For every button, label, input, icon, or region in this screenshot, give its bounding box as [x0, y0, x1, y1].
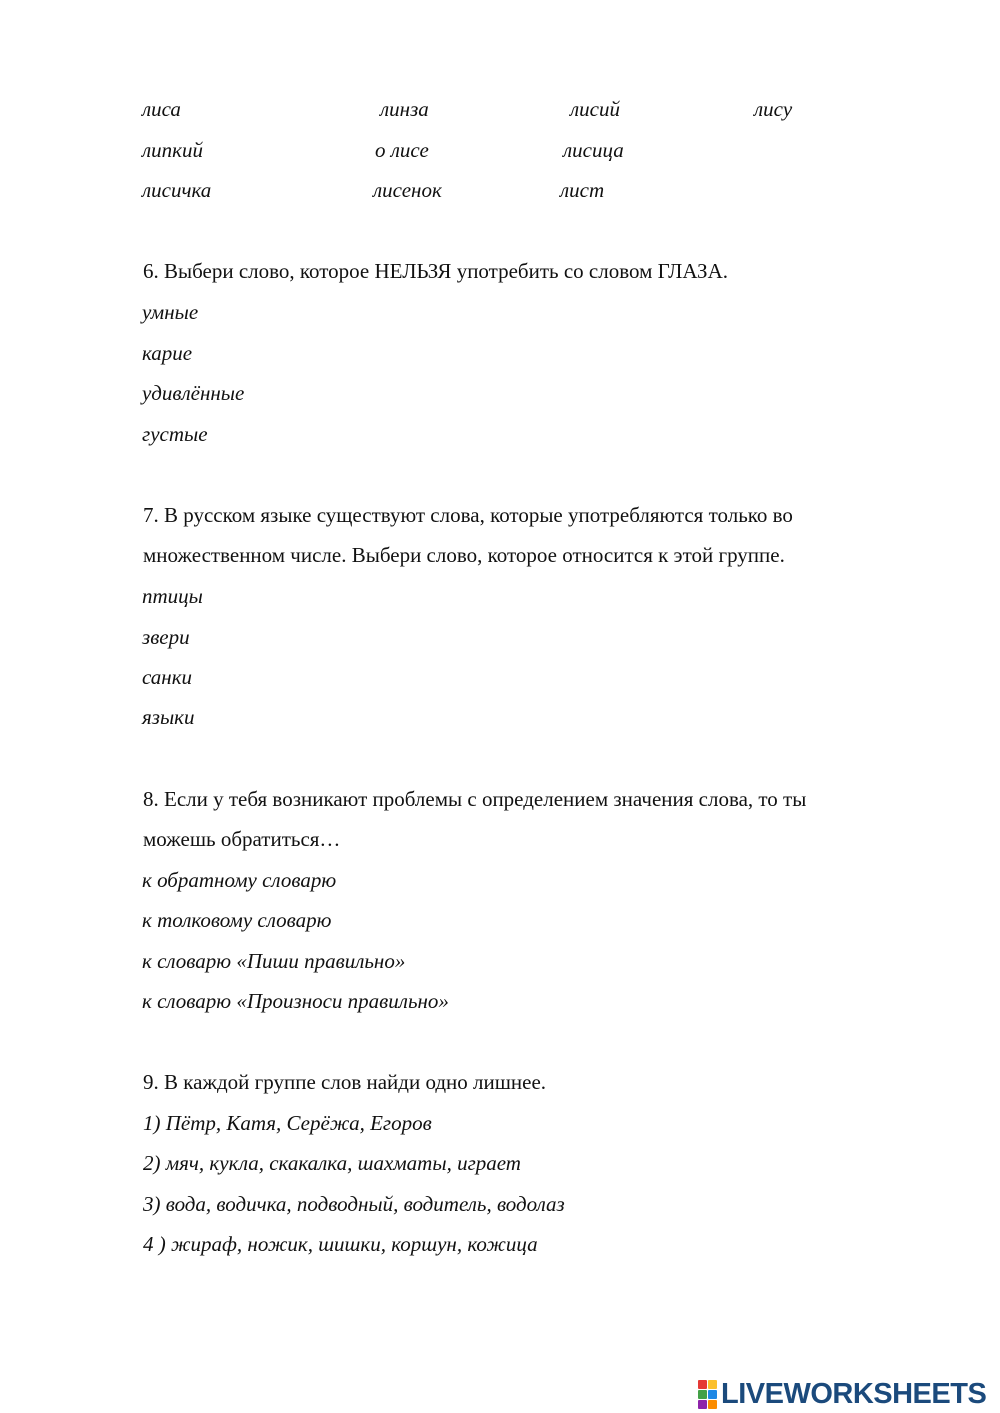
question-line: множественном числе. Выбери слово, которое относится к этой группе. [143, 543, 785, 567]
logo-tile [708, 1390, 717, 1399]
question-line: 7. В русском языке существуют слова, которые употребляются только во [143, 503, 793, 527]
word-item: липкий [142, 138, 203, 162]
answer-option[interactable]: языки [142, 705, 195, 729]
word-item: лисий [570, 97, 620, 121]
answer-option[interactable]: к словарю «Пиши правильно» [142, 949, 406, 973]
logo-tile [698, 1390, 707, 1399]
word-item: лисица [563, 138, 624, 162]
answer-option[interactable]: удивлённые [142, 381, 245, 405]
answer-option[interactable]: птицы [142, 584, 203, 608]
answer-option: 3) вода, водичка, подводный, водитель, водолаз [143, 1192, 565, 1216]
answer-option: 1) Пётр, Катя, Серёжа, Егоров [143, 1111, 432, 1135]
answer-option[interactable]: умные [142, 300, 199, 324]
logo-tile [708, 1400, 717, 1409]
question-text [143, 505, 927, 526]
answer-option[interactable]: к словарю «Произноси правильно» [142, 989, 449, 1013]
logo-tile [708, 1380, 717, 1389]
word-item: лист [560, 178, 605, 202]
question-text: 6. Выбери слово, которое НЕЛЬЗЯ употребить со словом ГЛАЗА. [143, 259, 728, 283]
question-line: можешь обратиться… [143, 827, 341, 851]
logo-tile [698, 1400, 707, 1409]
word-item: лисенок [373, 178, 442, 202]
word-item: лисичка [142, 178, 212, 202]
answer-option[interactable]: к обратному словарю [142, 868, 337, 892]
answer-option: 2) мяч, кукла, скакалка, шахматы, играет [143, 1151, 521, 1175]
answer-option[interactable]: к толковому словарю [142, 908, 332, 932]
answer-option[interactable]: густые [142, 422, 208, 446]
question-text: 9. В каждой группе слов найди одно лишнее. [143, 1070, 547, 1094]
answer-option: 4 ) жираф, ножик, шишки, коршун, кожица [143, 1232, 538, 1256]
liveworksheets-logo-icon [698, 1380, 717, 1409]
answer-option[interactable]: карие [142, 341, 193, 365]
answer-option[interactable]: санки [142, 665, 193, 689]
liveworksheets-logo[interactable] [698, 1376, 986, 1412]
brand-name: LIVEWORKSHEETS [721, 1377, 987, 1410]
word-item: линза [380, 97, 429, 121]
word-item: лиса [142, 97, 181, 121]
word-item: о лисе [375, 138, 429, 162]
logo-tile [698, 1380, 707, 1389]
question-text: 8. Если у тебя возникают проблемы с определением значения слова, то ты [143, 787, 807, 811]
answer-option[interactable]: звери [142, 625, 190, 649]
word-item: лису [754, 97, 793, 121]
